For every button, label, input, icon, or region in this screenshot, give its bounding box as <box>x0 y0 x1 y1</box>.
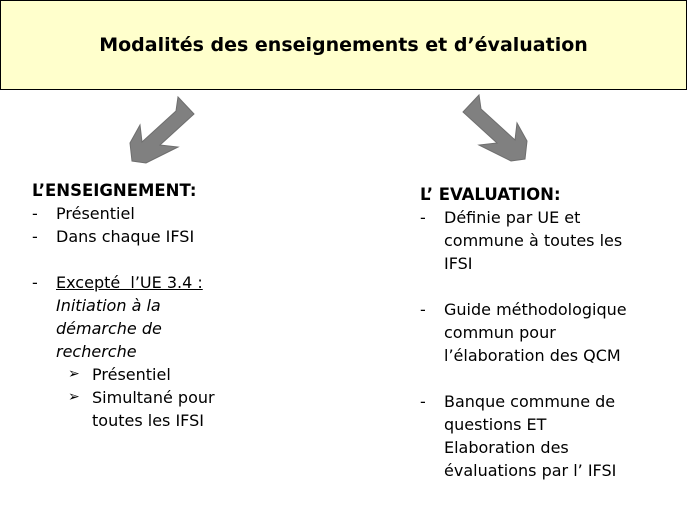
list-item: - Définie par UE et commune à toutes les IFSI <box>420 208 623 273</box>
evaluation-column <box>420 183 680 482</box>
list-item: - Présentiel <box>32 204 135 223</box>
exception-item: - Excepté l’UE 3.4 : Initiation à la démarche de recherche <box>32 271 272 363</box>
exception-line: démarche de <box>56 319 162 338</box>
sub-list-item: ➢ Simultané pour toutes les IFSI <box>68 388 215 430</box>
arrow-down-right-icon <box>457 93 537 163</box>
arrow-down-left-icon <box>120 95 200 165</box>
arrow-bullet-icon: ➢ <box>68 366 80 382</box>
teaching-column <box>32 179 272 432</box>
list-item: - Banque commune de questions ET Elaboration des évaluations par l’ IFSI <box>420 392 617 480</box>
list-item: - Dans chaque IFSI <box>32 227 195 246</box>
teaching-heading: L’ENSEIGNEMENT: <box>32 181 197 200</box>
title-banner <box>0 0 687 90</box>
page-title: Modalités des enseignements et d’évaluation <box>99 34 588 56</box>
arrow-bullet-icon: ➢ <box>68 389 80 405</box>
exception-line: Initiation à la <box>56 296 161 315</box>
exception-label: Excepté l’UE 3.4 : <box>56 273 203 292</box>
list-item: - Guide méthodologique commun pour l’élaboration des QCM <box>420 300 627 365</box>
evaluation-heading: L’ EVALUATION: <box>420 185 561 204</box>
sub-list-item: ➢ Présentiel <box>68 365 171 384</box>
exception-line: recherche <box>56 342 137 361</box>
